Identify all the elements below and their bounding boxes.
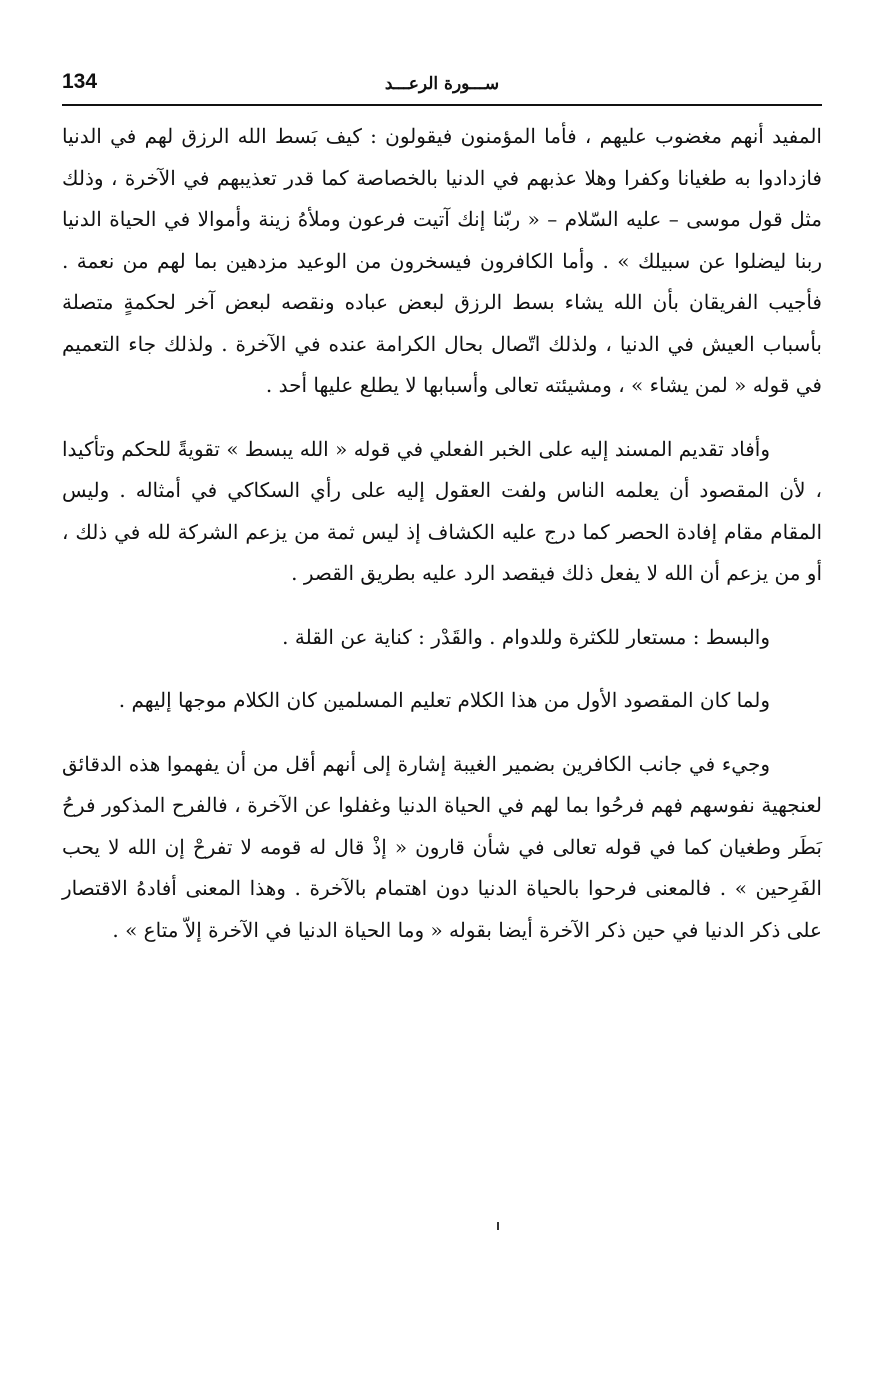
surah-title: ســـورة الرعـــد xyxy=(384,74,500,94)
page-header xyxy=(62,66,822,106)
paragraph-5: وجيء في جانب الكافرين بضمير الغيبة إشارة إلى أنهم أقل من أن يفهموا هذه الدقائق لعنجهية نفوسهم فهم فرحُوا بما لهم في الحياة الدنيا وغفلوا عن الآخرة ، فالفرح المذكور فرحُ بَطَر وطغيان كما في قوله تعالى في شأن قارون « إذْ قال له قومه لا تفرحْ إن الله لا يحب الفَرِحين » . فالمعنى فرحوا بالحياة الدنيا دون اهتمام بالآخرة . وهذا المعنى أفادهُ الاقتصار على ذكر الدنيا في حين ذكر الآخرة أيضا بقوله « وما الحياة الدنيا في الآخرة إلاّ متاع » . xyxy=(62,751,823,942)
paragraph-2: وأفاد تقديم المسند إليه على الخبر الفعلي في قوله « الله يبسط » تقويةً للحكم وتأكيدا ، لأن المقصود أن يعلمه الناس ولفت العقول إليه على رأي السكاكي في أمثاله . وليس المقام مقام إفادة الحصر كما درج عليه الكشاف إذ ليس ثمة من يزعم الشركة لله في ذلك ، أو من يزعم أن الله لا يفعل ذلك فيقصد الرد عليه بطريق القصر . xyxy=(62,436,822,585)
scan-speck xyxy=(497,1222,499,1230)
paragraph-1: المفيد أنهم مغضوب عليهم ، فأما المؤمنون فيقولون : كيف بَسط الله الرزق لهم في الدنيا فازدادوا به طغيانا وكفرا وهلا عذبهم في الدنيا بالخصاصة كما قدر تعذيبهم في الآخرة ، وذلك مثل قول موسى – عليه السّلام – « ربّنا إنك آتيت فرعون وملأهُ زينة وأموالا في الحياة الدنيا ربنا ليضلوا عن سبيلك » . وأما الكافرون فيسخرون من الوعيد مزدهين بما لهم من نعمة . فأجيب الفريقان بأن الله يشاء بسط الرزق لبعض عباده ونقصه لبعض آخر لحكمةٍ متصلة بأسباب العيش في الدنيا ، ولذلك اتّصال بحال الكرامة عنده في الآخرة . ولذلك جاء التعميم في قوله « لمن يشاء » ، ومشيئته تعالى وأسبابها لا يطلع عليها أحد . xyxy=(62,124,822,397)
page-number: 134 xyxy=(62,70,98,93)
paragraph-4: ولما كان المقصود الأول من هذا الكلام تعليم المسلمين كان الكلام موجها إليهم . xyxy=(118,688,770,712)
paragraph-3: والبسط : مستعار للكثرة وللدوام . والقَدْر : كناية عن القلة . xyxy=(282,624,770,649)
page-body xyxy=(62,116,822,951)
